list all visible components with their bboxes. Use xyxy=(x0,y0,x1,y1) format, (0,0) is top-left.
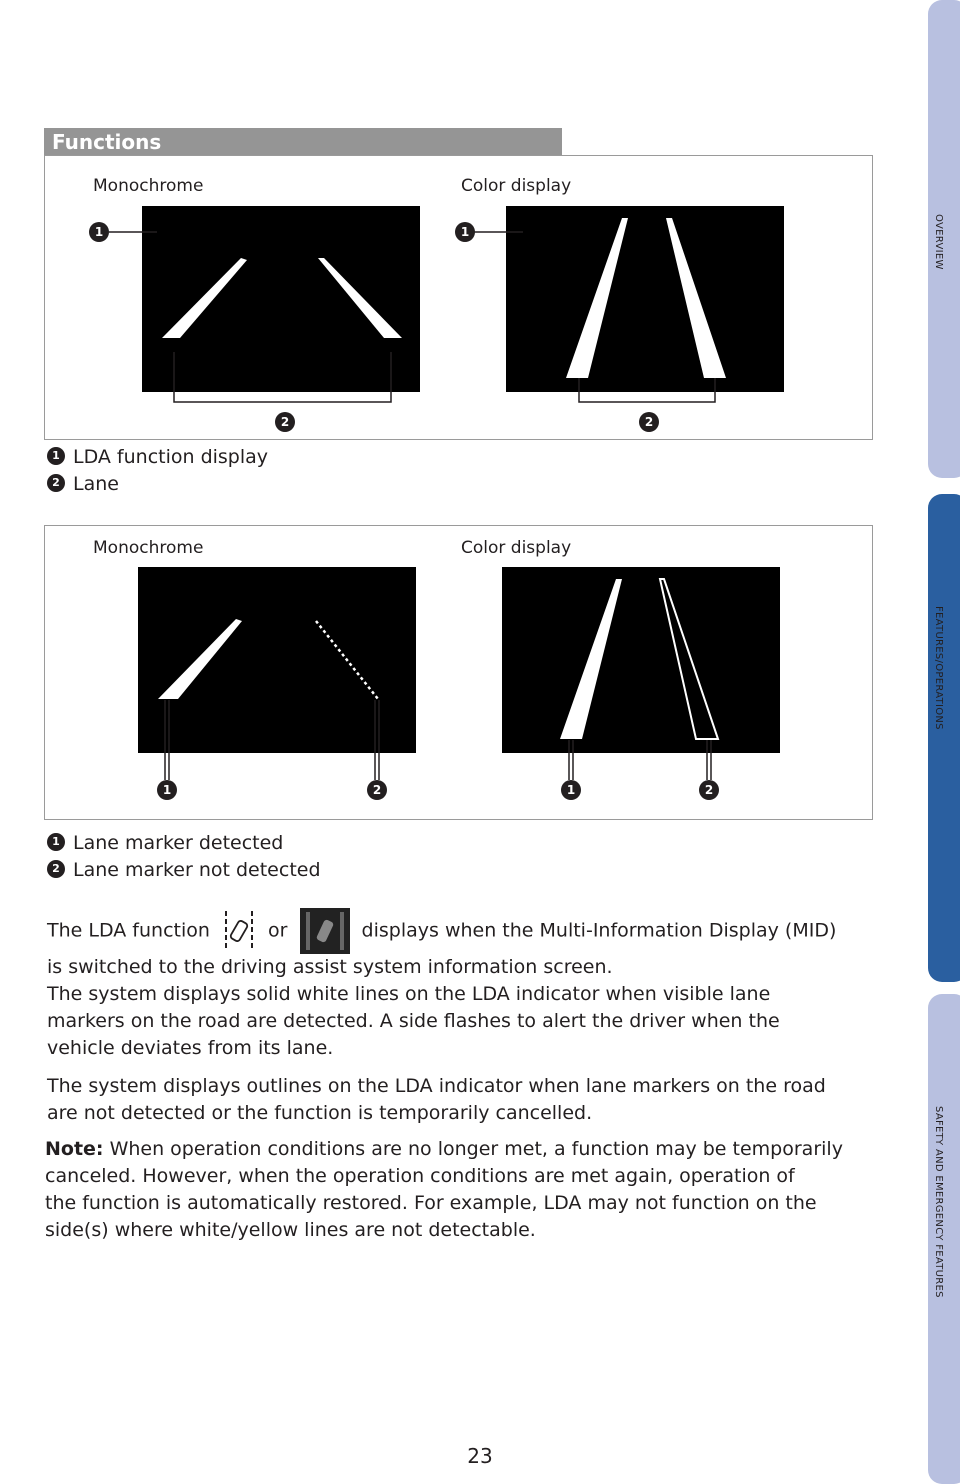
note-line: canceled. However, when the operation conditions are met again, operation of xyxy=(45,1165,795,1187)
caption-color-display: Color display xyxy=(461,538,572,558)
callout-badge-2-color: 2 xyxy=(639,412,659,432)
figure2-callout-lines xyxy=(45,526,874,821)
note-paragraph xyxy=(45,1136,895,1244)
tab-label-overview: OVERVIEW xyxy=(933,214,944,270)
tab-label-safety: SAFETY AND EMERGENCY FEATURES xyxy=(933,1106,944,1298)
lda-color-icon xyxy=(300,908,350,954)
callout-badge-1-color: 1 xyxy=(455,222,475,242)
legend-item-marker-not-detected xyxy=(47,858,321,882)
figure-lane-marker-display xyxy=(44,525,873,820)
legend-item-marker-detected xyxy=(47,831,283,855)
para3-line: are not detected or the function is temporarily cancelled. xyxy=(47,1102,593,1124)
caption-monochrome: Monochrome xyxy=(93,538,204,558)
lda-outline-icon xyxy=(222,909,256,953)
para2-line: vehicle deviates from its lane. xyxy=(47,1037,334,1059)
para2-line: The system displays solid white lines on the LDA indicator when visible lane xyxy=(47,983,771,1005)
para1-text-b: or xyxy=(268,919,288,942)
callout-badge-1-color: 1 xyxy=(561,780,581,800)
legend-item-lda-display xyxy=(47,445,268,469)
legend-text: Lane marker not detected xyxy=(73,859,321,881)
callout-badge-2-mono: 2 xyxy=(367,780,387,800)
para1-text-a: The LDA function xyxy=(47,919,210,942)
page-number: 23 xyxy=(467,1444,493,1468)
tab-label-features: FEATURES/OPERATIONS xyxy=(933,606,944,730)
legend-text: Lane xyxy=(73,473,119,495)
paragraph-solid-lines xyxy=(47,981,877,1062)
para2-line: markers on the road are detected. A side flashes to alert the driver when the xyxy=(47,1010,780,1032)
callout-badge-2-mono: 2 xyxy=(275,412,295,432)
caption-monochrome: Monochrome xyxy=(93,176,204,196)
para3-line: The system displays outlines on the LDA indicator when lane markers on the road xyxy=(47,1075,826,1097)
para1-text-c: displays when the Multi-Information Display (MID) xyxy=(361,919,837,942)
legend-badge: 1 xyxy=(47,447,65,465)
note-line: the function is automatically restored. For example, LDA may not function on the xyxy=(45,1192,817,1214)
note-first-line: When operation conditions are no longer met, a function may be temporarily xyxy=(109,1138,843,1160)
tab-features-operations[interactable] xyxy=(928,494,960,982)
legend-badge: 2 xyxy=(47,860,65,878)
note-line: side(s) where white/yellow lines are not detectable. xyxy=(45,1219,536,1241)
para1-line2: is switched to the driving assist system information screen. xyxy=(47,956,613,978)
callout-badge-1-mono: 1 xyxy=(89,222,109,242)
legend-badge: 1 xyxy=(47,833,65,851)
callout-badge-1-mono: 1 xyxy=(157,780,177,800)
legend-text: LDA function display xyxy=(73,446,269,468)
legend-text: Lane marker detected xyxy=(73,832,284,854)
caption-color-display: Color display xyxy=(461,176,572,196)
section-header: Functions xyxy=(44,128,562,156)
figure-lda-display xyxy=(44,155,873,440)
paragraph-outlines xyxy=(47,1073,877,1127)
figure1-callout-lines xyxy=(45,156,874,441)
note-label: Note: xyxy=(45,1138,104,1160)
paragraph-lda-function xyxy=(47,908,877,981)
legend-badge: 2 xyxy=(47,474,65,492)
callout-badge-2-color: 2 xyxy=(699,780,719,800)
legend-item-lane xyxy=(47,472,119,496)
